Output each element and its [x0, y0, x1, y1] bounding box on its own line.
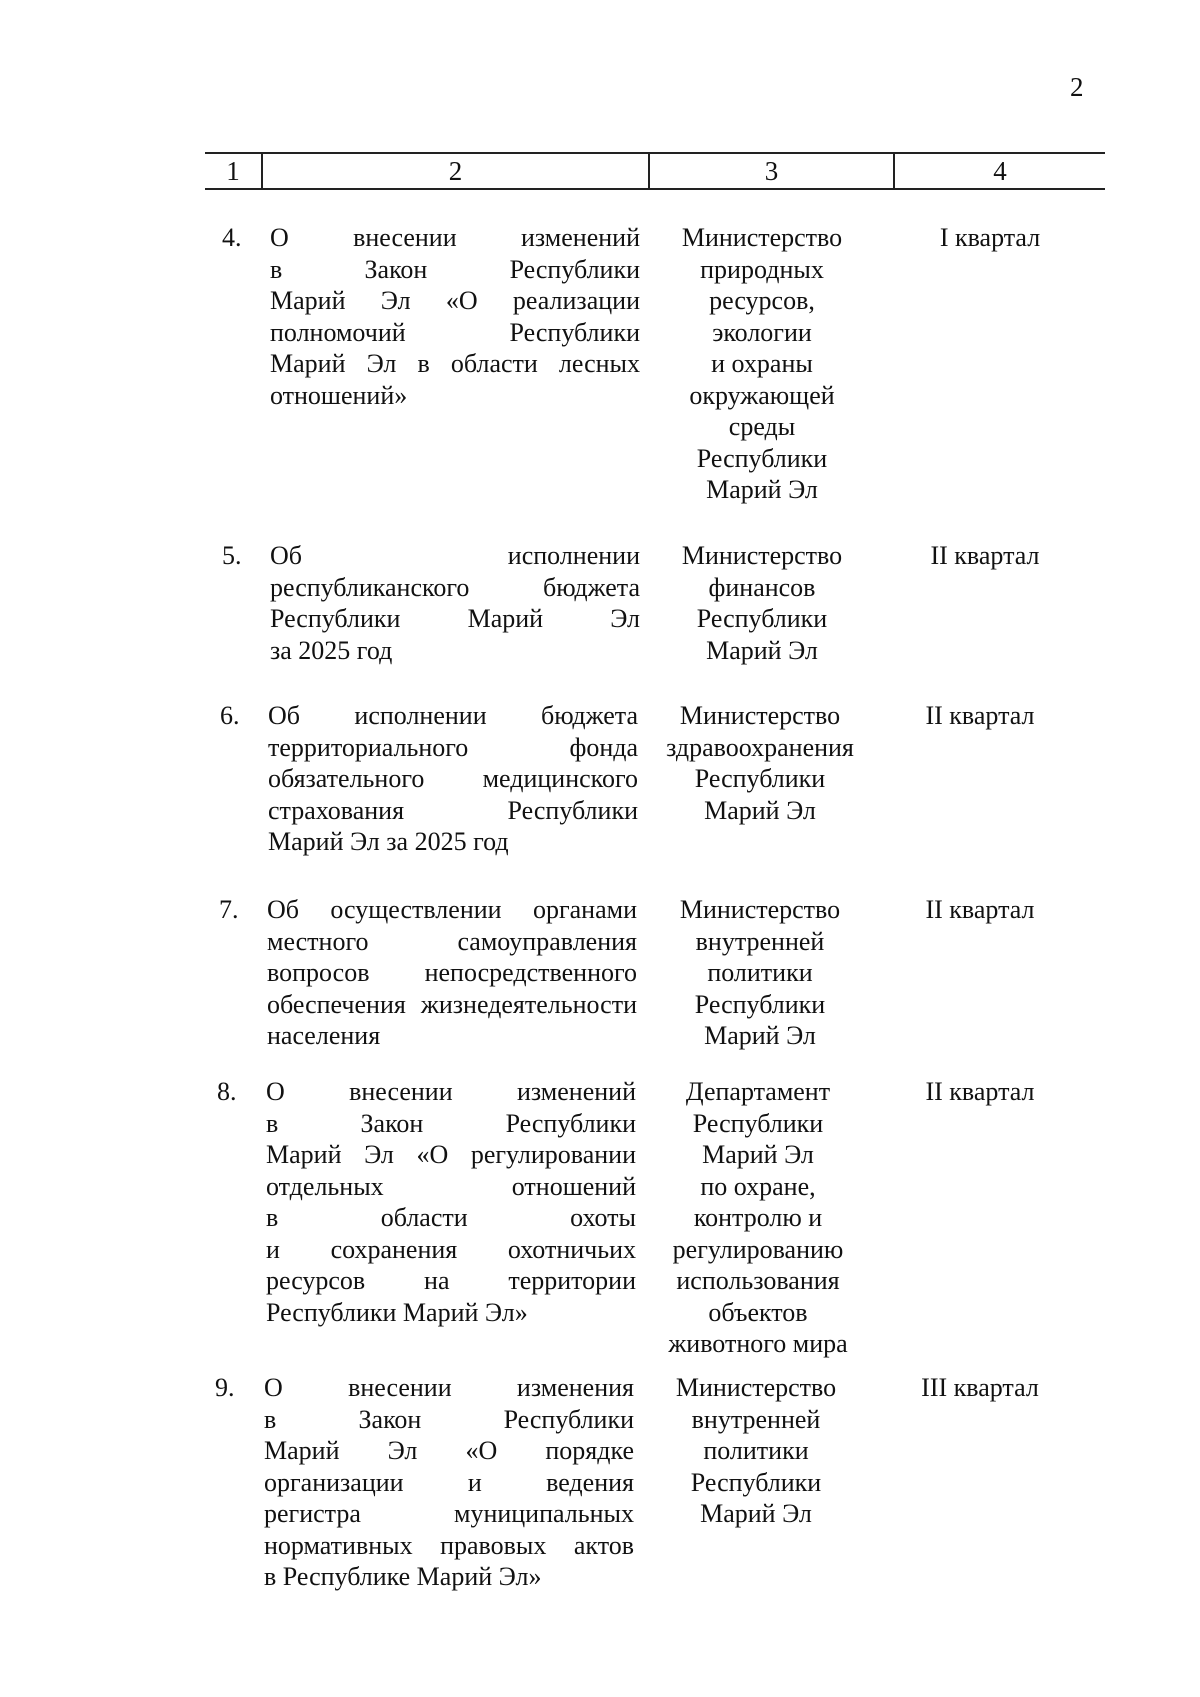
- header-top-rule: [205, 152, 1105, 154]
- row-title-line: Марий Эл «О реализации: [270, 286, 640, 315]
- row-agency-line: здравоохранения: [666, 732, 854, 762]
- row-title-line: ресурсов на территории: [266, 1266, 636, 1295]
- row-number: 9.: [215, 1373, 235, 1402]
- row-agency-line: экологии: [712, 317, 812, 347]
- row-agency-line: среды: [728, 412, 796, 441]
- row-agency-line: регулированию: [672, 1234, 844, 1264]
- row-agency-line: контролю и: [693, 1203, 823, 1232]
- row-title-line: в Закон Республики: [266, 1108, 636, 1138]
- row-title-line: Об исполнении бюджета: [268, 701, 638, 730]
- row-title-line: Об осуществлении органами: [267, 895, 637, 924]
- row-agency-line: политики: [707, 958, 813, 987]
- row-title-line: вопросов непосредственного: [267, 958, 637, 987]
- row-period: II квартал: [925, 701, 1035, 730]
- row-title-line: Республики Марий Эл»: [266, 1297, 528, 1327]
- row-title-line: Марий Эл за 2025 год: [268, 827, 509, 856]
- row-title-line: за 2025 год: [270, 635, 393, 665]
- header-col-1: 1: [226, 156, 240, 186]
- row-agency-line: Республики: [696, 443, 828, 473]
- row-agency-line: Республики: [694, 989, 826, 1019]
- row-number: 4.: [222, 223, 242, 252]
- row-title-line: и сохранения охотничьих: [266, 1234, 636, 1264]
- row-agency: [652, 540, 872, 666]
- row-title: [270, 222, 640, 411]
- row-title: [264, 1372, 634, 1593]
- header-col-4: 4: [993, 156, 1007, 186]
- row-title-line: полномочий Республики: [270, 317, 640, 347]
- row-agency-line: Министерство: [679, 895, 841, 924]
- row-agency-line: Министерство: [681, 223, 843, 252]
- row-agency-line: Марий Эл: [704, 795, 816, 825]
- row-title-line: местного самоуправления: [267, 926, 637, 956]
- row-title-line: отдельных отношений: [266, 1171, 636, 1201]
- row-number: 8.: [217, 1077, 237, 1106]
- row-agency: [650, 894, 870, 1052]
- row-agency-line: Марий Эл: [706, 475, 818, 504]
- row-agency-line: Министерство: [675, 1373, 837, 1402]
- row-agency-line: Министерство: [681, 541, 843, 570]
- row-period: II квартал: [925, 1077, 1035, 1106]
- row-agency-line: Республики: [694, 764, 826, 793]
- row-title-line: территориального фонда: [268, 732, 638, 762]
- row-agency: [648, 1076, 868, 1360]
- row-title: [268, 700, 638, 858]
- row-agency: [652, 222, 872, 506]
- row-title-line: О внесении изменения: [264, 1373, 634, 1402]
- row-agency: [650, 700, 870, 826]
- row-agency-line: Министерство: [679, 701, 841, 730]
- row-title-line: отношений»: [270, 380, 408, 410]
- row-title: [270, 540, 640, 666]
- row-title-line: страхования Республики: [268, 795, 638, 825]
- row-agency: [646, 1372, 866, 1530]
- table-header: [205, 152, 1105, 190]
- row-title-line: республиканского бюджета: [270, 572, 640, 602]
- row-agency-line: ресурсов,: [709, 286, 815, 315]
- row-period: II квартал: [925, 895, 1035, 924]
- row-number: 7.: [219, 895, 239, 924]
- row-agency-line: окружающей: [689, 380, 835, 410]
- row-agency-line: Марий Эл: [704, 1021, 816, 1050]
- row-agency-line: Марий Эл: [706, 635, 818, 665]
- row-period: III квартал: [921, 1373, 1039, 1402]
- row-title-line: О внесении изменений: [270, 223, 640, 252]
- row-title: [267, 894, 637, 1052]
- row-title-line: обязательного медицинского: [268, 764, 638, 793]
- row-number: 5.: [222, 541, 242, 570]
- row-period: II квартал: [930, 541, 1040, 570]
- row-title-line: в области охоты: [266, 1203, 636, 1232]
- row-agency-line: Марий Эл: [700, 1499, 812, 1528]
- row-agency-line: Республики: [696, 604, 828, 633]
- row-title-line: Марий Эл «О порядке: [264, 1436, 634, 1465]
- row-agency-line: Республики: [690, 1467, 822, 1497]
- row-title-line: Республики Марий Эл: [270, 604, 640, 633]
- row-agency-line: и охраны: [711, 349, 813, 378]
- header-bottom-rule: [205, 188, 1105, 190]
- row-agency-line: Марий Эл: [702, 1140, 814, 1169]
- row-agency-line: природных: [700, 254, 824, 284]
- row-title-line: Об исполнении: [270, 541, 640, 570]
- row-agency-line: животного мира: [668, 1329, 848, 1358]
- row-agency-line: внутренней: [691, 1404, 821, 1434]
- row-agency-line: по охране,: [700, 1171, 816, 1201]
- row-agency-line: финансов: [708, 572, 816, 602]
- row-title-line: обеспечения жизнедеятельности: [267, 989, 637, 1019]
- row-title-line: Марий Эл «О регулировании: [266, 1140, 636, 1169]
- row-agency-line: Департамент: [685, 1077, 831, 1106]
- row-title-line: нормативных правовых актов: [264, 1530, 634, 1560]
- row-number: 6.: [220, 701, 240, 730]
- row-title-line: регистра муниципальных: [264, 1499, 634, 1528]
- row-title-line: населения: [267, 1021, 381, 1050]
- row-title-line: в Закон Республики: [264, 1404, 634, 1434]
- row-title: [266, 1076, 636, 1328]
- row-title-line: в Республике Марий Эл»: [264, 1562, 542, 1591]
- row-agency-line: политики: [703, 1436, 809, 1465]
- row-title-line: Марий Эл в области лесных: [270, 349, 640, 378]
- row-period: I квартал: [939, 223, 1041, 252]
- row-agency-line: использования: [676, 1266, 840, 1295]
- header-col-3: 3: [764, 156, 779, 186]
- row-agency-line: объектов: [708, 1297, 808, 1327]
- row-title-line: в Закон Республики: [270, 254, 640, 284]
- header-col-2: 2: [448, 156, 463, 186]
- row-agency-line: внутренней: [695, 926, 825, 956]
- row-agency-line: Республики: [692, 1108, 824, 1138]
- row-title-line: О внесении изменений: [266, 1077, 636, 1106]
- row-title-line: организации и ведения: [264, 1467, 634, 1497]
- page-number: 2: [1070, 72, 1084, 102]
